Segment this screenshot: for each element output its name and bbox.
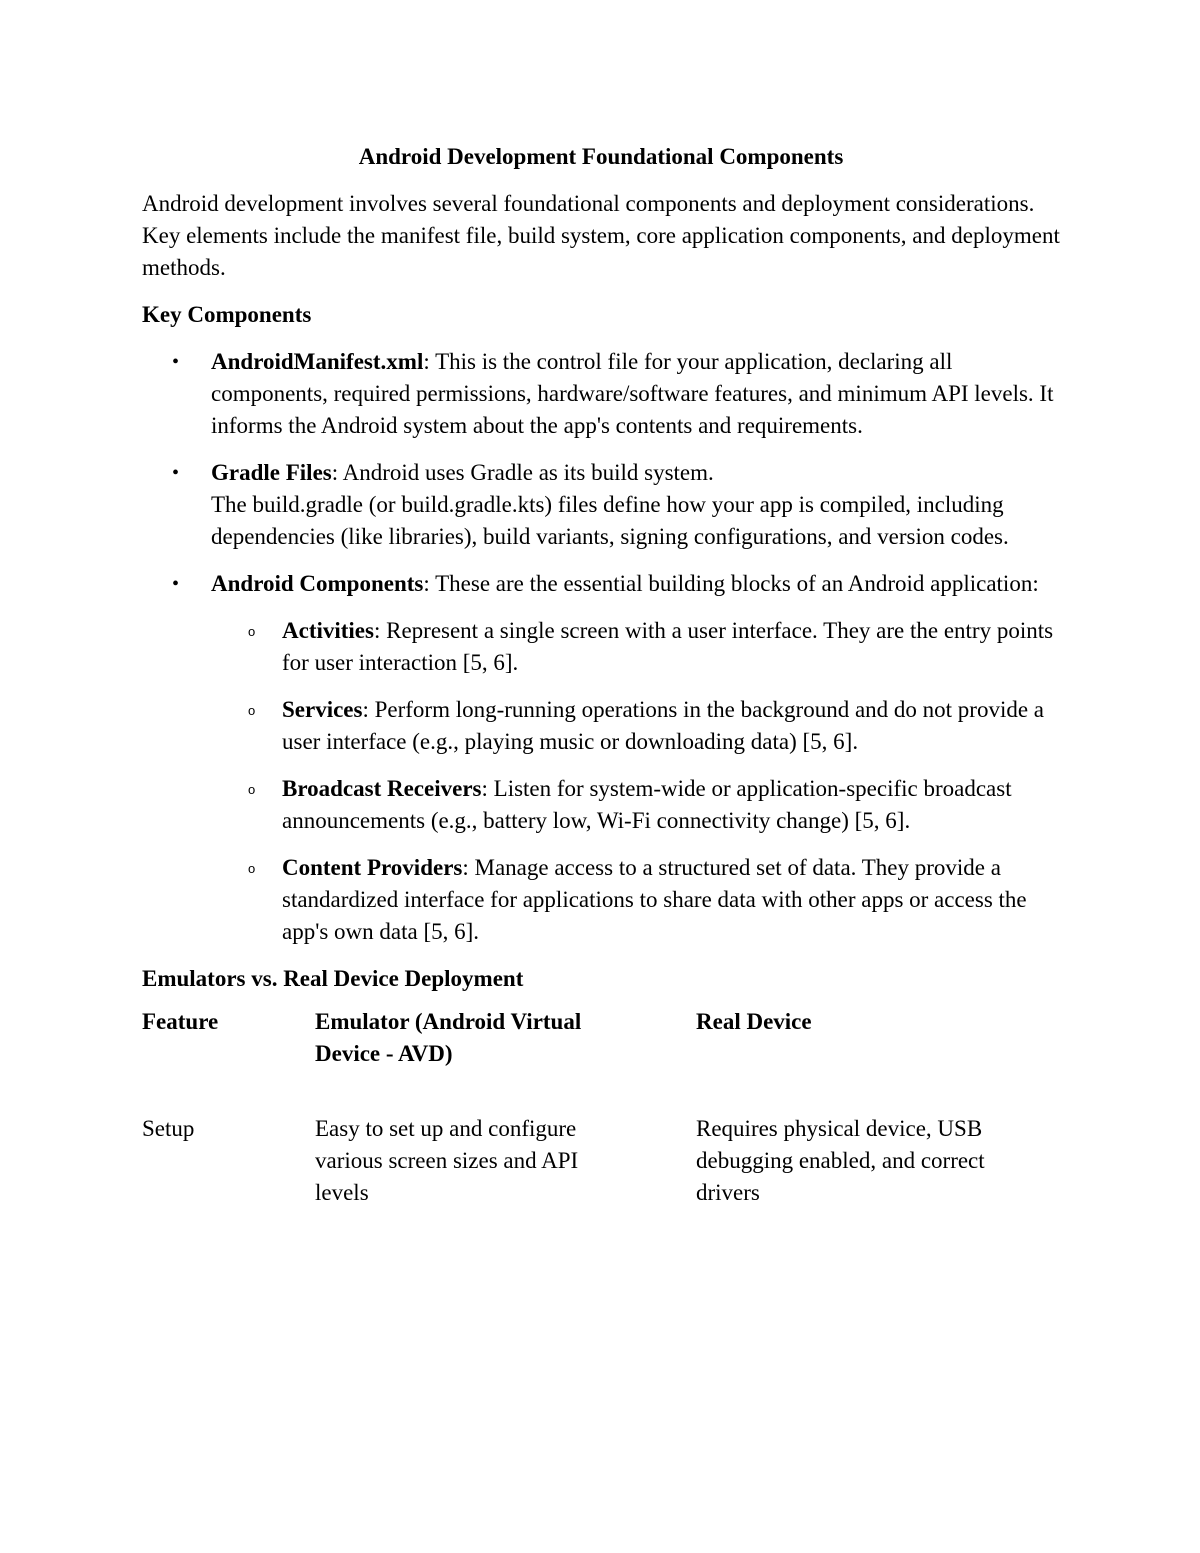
table-header-real-device: Real Device (696, 1009, 812, 1034)
sub-item-services (211, 694, 1060, 758)
deployment-heading: Emulators vs. Real Device Deployment (142, 966, 524, 991)
desc-android-components: : These are the essential building blocks of an Android application: (423, 571, 1039, 596)
term-content-providers: Content Providers (282, 855, 463, 880)
list-item-android-components (142, 568, 1060, 948)
android-components-sublist (211, 615, 1060, 948)
table-header-emulator: Emulator (Android Virtual Device - AVD) (315, 1009, 582, 1066)
table-header-row (142, 1006, 1060, 1113)
circle-bullet-icon: o (248, 782, 256, 797)
circle-bullet-icon: o (248, 703, 256, 718)
term-activities: Activities (282, 618, 374, 643)
document-title: Android Development Foundational Components (358, 144, 844, 169)
circle-bullet-icon: o (248, 624, 256, 639)
bullet-icon: • (172, 351, 180, 373)
term-broadcast-receivers: Broadcast Receivers (282, 776, 482, 801)
android-components-intro (211, 568, 1060, 600)
key-components-list (142, 346, 1060, 948)
desc-broadcast-receivers: : Listen for system-wide or application-specific broadcast announcements (e.g., battery low, Wi-Fi connectivity change) [5, 6]. (282, 776, 1012, 833)
list-item-manifest (142, 346, 1060, 442)
key-components-heading: Key Components (142, 302, 312, 327)
term-android-components: Android Components (211, 571, 424, 596)
table-cell-feature: Setup (142, 1116, 195, 1141)
sub-item-broadcast-receivers (211, 773, 1060, 837)
circle-bullet-icon: o (248, 861, 256, 876)
table-cell-emulator: Easy to set up and configure various screen sizes and API levels (315, 1116, 579, 1205)
comparison-table (142, 1006, 1060, 1209)
desc-gradle: : Android uses Gradle as its build system. (331, 460, 714, 485)
term-gradle: Gradle Files (211, 460, 332, 485)
document-content (142, 141, 1060, 1209)
desc-services: : Perform long-running operations in the background and do not provide a user interface (e.g., playing music or downloading data) [5, 6]. (282, 697, 1045, 754)
desc-manifest: : This is the control file for your application, declaring all components, required permissions, hardware/software features, and minimum API levels. It informs the Android system about the app's contents and requirements. (211, 349, 1054, 438)
bullet-icon: • (172, 573, 180, 595)
table-cell-real-device: Requires physical device, USB debugging enabled, and correct drivers (696, 1116, 985, 1205)
desc-content-providers: : Manage access to a structured set of data. They provide a standardized interface for applications to share data with other apps or access the app's own data [5, 6]. (282, 855, 1027, 944)
term-manifest: AndroidManifest.xml (211, 349, 424, 374)
intro-paragraph: Android development involves several foundational components and deployment considerations. Key elements include the manifest file, build system, core application components, and deployment methods. (142, 191, 1060, 280)
sub-item-content-providers (211, 852, 1060, 948)
desc-gradle-detail: The build.gradle (or build.gradle.kts) files define how your app is compiled, including dependencies (like libraries), build variants, signing configurations, and version codes. (211, 492, 1009, 549)
term-services: Services (282, 697, 363, 722)
bullet-icon: • (172, 462, 180, 484)
desc-activities: : Represent a single screen with a user interface. They are the entry points for user interaction [5, 6]. (282, 618, 1054, 675)
sub-item-activities (211, 615, 1060, 679)
table-header-feature: Feature (142, 1009, 219, 1034)
table-row (142, 1113, 1060, 1209)
list-item-gradle (142, 457, 1060, 553)
